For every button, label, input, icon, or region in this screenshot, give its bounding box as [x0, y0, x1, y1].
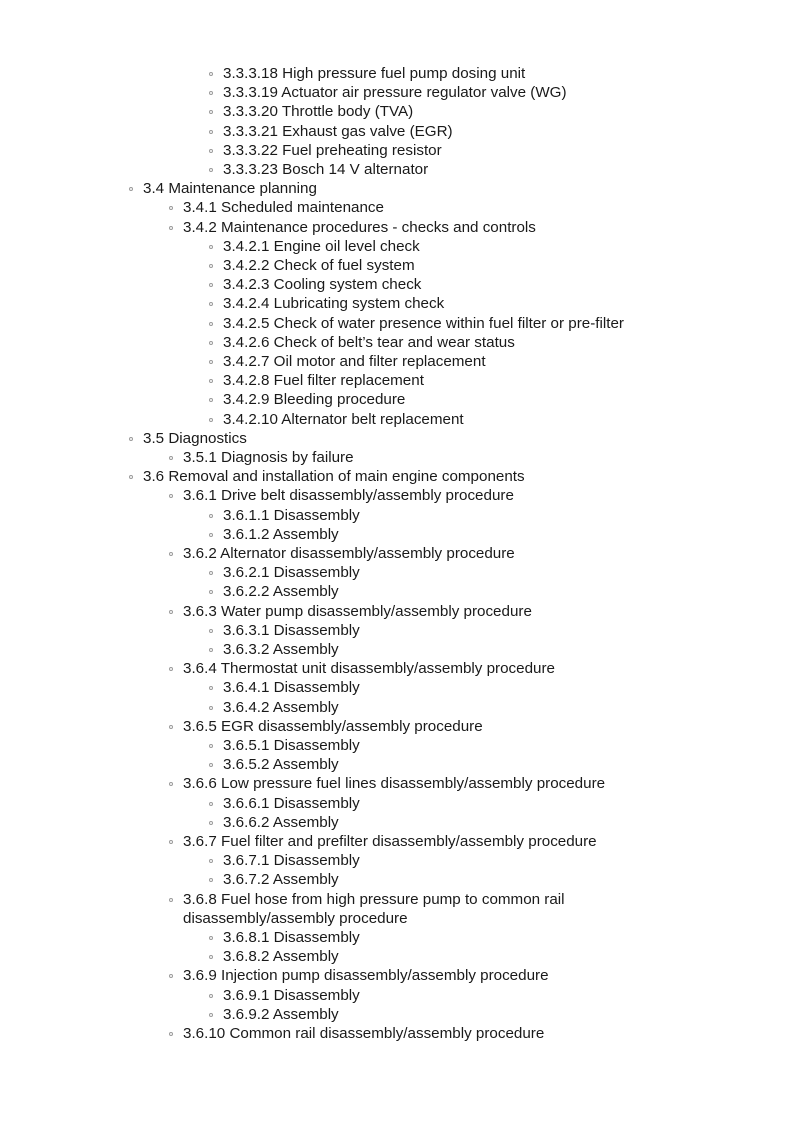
toc-entry[interactable] [0, 333, 794, 352]
bullet-circle-icon [209, 706, 213, 710]
toc-entry-label: 3.6.8.1 Disassembly [223, 929, 360, 946]
bullet-circle-icon [209, 302, 213, 306]
toc-entry-label: 3.6.7 Fuel filter and prefilter disassembly/assembly procedure [183, 833, 597, 850]
toc-entry-label: 3.6.4.1 Disassembly [223, 679, 360, 697]
toc-entry-label: 3.6.9 Injection pump disassembly/assembly procedure [183, 967, 549, 985]
bullet-circle-icon [169, 667, 173, 671]
toc-entry[interactable] [0, 966, 794, 985]
toc-entry-label: 3.6.9.2 Assembly [223, 1005, 339, 1023]
toc-entry-label: 3.4.2.10 Alternator belt replacement [223, 410, 464, 428]
toc-entry-label: 3.6.6.2 Assembly [223, 813, 339, 831]
bullet-circle-icon [209, 859, 213, 863]
bullet-circle-icon [209, 571, 213, 575]
toc-entry[interactable] [0, 986, 794, 1005]
bullet-circle-icon [209, 398, 213, 402]
toc-entry[interactable] [0, 544, 794, 563]
toc-entry[interactable] [0, 525, 794, 544]
bullet-circle-icon [209, 283, 213, 287]
toc-entry-label: 3.3.3.22 Fuel preheating resistor [223, 141, 442, 159]
toc-entry-label: 3.6.6.1 Disassembly [223, 794, 360, 812]
toc-entry[interactable] [0, 851, 794, 870]
bullet-circle-icon [209, 590, 213, 594]
toc-entry[interactable] [0, 640, 794, 659]
bullet-circle-icon [169, 552, 173, 556]
toc-entry-label: disassembly/assembly procedure [183, 909, 408, 927]
toc-entry-label: 3.5.1 Diagnosis by failure [183, 449, 354, 466]
toc-entry[interactable] [0, 755, 794, 774]
toc-entry-label: 3.4.2.7 Oil motor and filter replacement [223, 353, 486, 370]
toc-entry-label: 3.6 Removal and installation of main engine components [143, 468, 525, 486]
bullet-circle-icon [169, 898, 173, 902]
toc-entry[interactable] [0, 83, 794, 102]
toc-entry[interactable] [0, 64, 794, 83]
bullet-circle-icon [209, 629, 213, 633]
bullet-circle-icon [169, 840, 173, 844]
toc-entry[interactable] [0, 563, 794, 582]
toc-entry-label: 3.6.3.1 Disassembly [223, 621, 360, 639]
toc-entry[interactable] [0, 390, 794, 409]
bullet-circle-icon [209, 648, 213, 652]
toc-entry-label: 3.4 Maintenance planning [143, 180, 317, 198]
toc-entry[interactable] [0, 678, 794, 697]
toc-entry-label: 3.4.2 Maintenance procedures - checks and controls [183, 218, 536, 236]
toc-entry[interactable] [0, 1005, 794, 1024]
toc-entry-label: 3.6.1.1 Disassembly [223, 506, 360, 524]
toc-entry-label: 3.3.3.23 Bosch 14 V alternator [223, 161, 429, 178]
toc-entry-label: 3.6.3.2 Assembly [223, 641, 339, 658]
bullet-circle-icon [209, 72, 213, 76]
toc-entry[interactable] [0, 736, 794, 755]
toc-entry-label: 3.3.3.21 Exhaust gas valve (EGR) [223, 122, 453, 140]
bullet-circle-icon [209, 955, 213, 959]
bullet-circle-icon [209, 514, 213, 518]
toc-entry-label: 3.6.8.2 Assembly [223, 948, 339, 966]
toc-entry[interactable] [0, 429, 794, 448]
toc-entry-label: 3.6.3 Water pump disassembly/assembly procedure [183, 602, 532, 620]
toc-entry[interactable] [0, 1024, 794, 1043]
toc-entry[interactable] [0, 198, 794, 217]
toc-entry-label: 3.6.7.1 Disassembly [223, 852, 360, 870]
bullet-circle-icon [209, 360, 213, 364]
bullet-circle-icon [209, 821, 213, 825]
toc-entry[interactable] [0, 294, 794, 313]
bullet-circle-icon [169, 1032, 173, 1036]
toc-entry-label: 3.4.2.8 Fuel filter replacement [223, 372, 424, 390]
toc-entry[interactable] [0, 698, 794, 717]
bullet-circle-icon [209, 533, 213, 537]
toc-entry-label: 3.6.7.2 Assembly [223, 871, 339, 889]
bullet-circle-icon [209, 418, 213, 422]
toc-entry-label: 3.4.1 Scheduled maintenance [183, 199, 384, 217]
toc-entry[interactable] [0, 947, 794, 966]
bullet-circle-icon [209, 802, 213, 806]
bullet-circle-icon [169, 725, 173, 729]
toc-entry[interactable] [0, 467, 794, 486]
bullet-circle-icon [209, 130, 213, 134]
toc-entry-label: 3.5 Diagnostics [143, 429, 247, 447]
toc-entry[interactable] [0, 621, 794, 640]
bullet-circle-icon [209, 245, 213, 249]
toc-entry-label: 3.4.2.4 Lubricating system check [223, 295, 445, 313]
toc-entry[interactable] [0, 582, 794, 601]
toc-entry-continuation [0, 909, 794, 928]
toc-entry-label: 3.6.5.2 Assembly [223, 756, 339, 774]
toc-entry[interactable] [0, 486, 794, 505]
toc-entry-label: 3.6.9.1 Disassembly [223, 986, 360, 1004]
toc-entry[interactable] [0, 141, 794, 160]
toc-entry[interactable] [0, 410, 794, 429]
toc-entry[interactable] [0, 218, 794, 237]
toc-entry-label: 3.4.2.1 Engine oil level check [223, 237, 420, 255]
toc-entry-label: 3.3.3.19 Actuator air pressure regulator valve (WG) [223, 84, 567, 102]
toc-entry-label: 3.6.8 Fuel hose from high pressure pump to common rail [183, 890, 565, 908]
toc-entry[interactable] [0, 602, 794, 621]
bullet-circle-icon [129, 187, 133, 191]
bullet-circle-icon [209, 379, 213, 383]
bullet-circle-icon [209, 763, 213, 767]
bullet-circle-icon [169, 456, 173, 460]
bullet-circle-icon [209, 168, 213, 172]
toc-entry-label: 3.4.2.6 Check of belt’s tear and wear status [223, 333, 515, 351]
bullet-circle-icon [209, 264, 213, 268]
toc-entry-label: 3.6.5 EGR disassembly/assembly procedure [183, 717, 483, 735]
toc-entry[interactable] [0, 256, 794, 275]
toc-entry[interactable] [0, 179, 794, 198]
bullet-circle-icon [129, 475, 133, 479]
toc-entry-label: 3.6.2.1 Disassembly [223, 564, 360, 582]
toc-entry[interactable] [0, 102, 794, 121]
bullet-circle-icon [209, 322, 213, 326]
toc-entry[interactable] [0, 448, 794, 467]
toc-entry-label: 3.3.3.18 High pressure fuel pump dosing unit [223, 65, 526, 82]
toc-entry-label: 3.6.4.2 Assembly [223, 698, 339, 716]
toc-entry[interactable] [0, 832, 794, 851]
toc-entry[interactable] [0, 659, 794, 678]
toc-entry[interactable] [0, 928, 794, 947]
bullet-circle-icon [209, 341, 213, 345]
bullet-circle-icon [209, 1013, 213, 1017]
toc-entry[interactable] [0, 237, 794, 256]
toc-entry[interactable] [0, 314, 794, 333]
toc-entry-label: 3.4.2.2 Check of fuel system [223, 257, 415, 274]
bullet-circle-icon [209, 878, 213, 882]
toc-entry-label: 3.6.5.1 Disassembly [223, 737, 360, 754]
bullet-circle-icon [209, 936, 213, 940]
toc-entry[interactable] [0, 506, 794, 525]
toc-entry-label: 3.6.2.2 Assembly [223, 583, 339, 601]
toc-entry[interactable] [0, 275, 794, 294]
bullet-circle-icon [169, 782, 173, 786]
toc-entry-label: 3.6.2 Alternator disassembly/assembly procedure [183, 545, 515, 562]
bullet-circle-icon [209, 91, 213, 95]
bullet-circle-icon [209, 744, 213, 748]
toc-entry[interactable] [0, 160, 794, 179]
bullet-circle-icon [169, 974, 173, 978]
toc-entry[interactable] [0, 794, 794, 813]
toc-entry-label: 3.6.1 Drive belt disassembly/assembly procedure [183, 487, 514, 505]
toc-entry[interactable] [0, 774, 794, 793]
toc-entry[interactable] [0, 371, 794, 390]
bullet-circle-icon [209, 994, 213, 998]
bullet-circle-icon [209, 149, 213, 153]
bullet-circle-icon [169, 610, 173, 614]
toc-entry-label: 3.6.6 Low pressure fuel lines disassembly/assembly procedure [183, 775, 606, 793]
toc-entry[interactable] [0, 870, 794, 889]
toc-entry-label: 3.4.2.5 Check of water presence within fuel filter or pre-filter [223, 314, 624, 332]
bullet-circle-icon [169, 206, 173, 210]
toc-entry[interactable] [0, 813, 794, 832]
toc-entry-label: 3.4.2.9 Bleeding procedure [223, 391, 406, 409]
toc-entry[interactable] [0, 890, 794, 909]
toc-entry-label: 3.6.10 Common rail disassembly/assembly procedure [183, 1025, 545, 1042]
toc-entry-label: 3.3.3.20 Throttle body (TVA) [223, 103, 414, 121]
toc-entry-label: 3.6.1.2 Assembly [223, 525, 339, 543]
toc-entry[interactable] [0, 352, 794, 371]
bullet-circle-icon [169, 226, 173, 230]
toc-entry[interactable] [0, 122, 794, 141]
toc-entry-label: 3.6.4 Thermostat unit disassembly/assembly procedure [183, 660, 555, 678]
bullet-circle-icon [209, 110, 213, 114]
bullet-circle-icon [129, 437, 133, 441]
toc-entry-label: 3.4.2.3 Cooling system check [223, 276, 422, 294]
toc-entry[interactable] [0, 717, 794, 736]
bullet-circle-icon [209, 686, 213, 690]
bullet-circle-icon [169, 494, 173, 498]
